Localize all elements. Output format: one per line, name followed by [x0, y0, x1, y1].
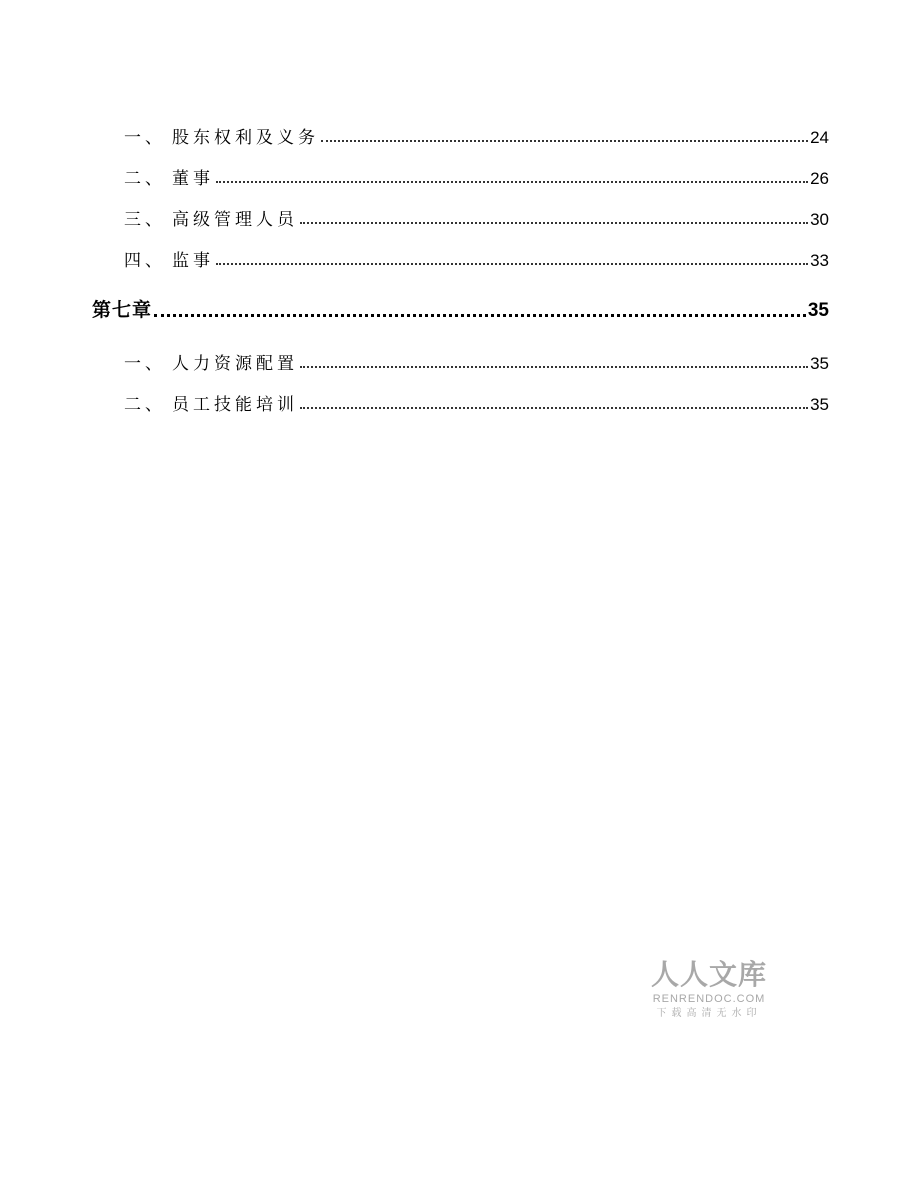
toc-entry-page: 35 — [807, 300, 829, 321]
toc-entry-staff-training[interactable] — [124, 385, 829, 415]
toc-entry-title: 监事 — [172, 251, 214, 271]
toc-chapter-title: 第七章 — [92, 299, 153, 321]
dot-leader — [216, 181, 808, 183]
dot-leader — [300, 222, 808, 224]
toc-entry-page: 35 — [810, 395, 829, 414]
watermark-slogan: 下载高清无水印 — [656, 1008, 762, 1019]
toc-entry-title: 高级管理人员 — [172, 210, 298, 230]
toc-entry-page: 26 — [810, 169, 829, 188]
toc-entry-supervisors[interactable] — [124, 241, 829, 271]
toc-entry-title: 董事 — [172, 169, 214, 189]
toc-entry-number: 三、 — [124, 210, 166, 230]
toc-entry-page: 30 — [810, 210, 829, 229]
toc-entry-shareholder-rights[interactable] — [124, 118, 829, 148]
toc-entry-page: 33 — [810, 251, 829, 270]
watermark-domain: RENRENDOC.COM — [652, 993, 766, 1005]
dot-leader — [321, 140, 808, 142]
toc-entry-hr-allocation[interactable] — [124, 344, 829, 374]
dot-leader — [154, 314, 806, 317]
dot-leader — [216, 263, 808, 265]
watermark-logo — [640, 958, 778, 1022]
watermark-brand: 人人文库 — [650, 958, 767, 991]
toc-entry-senior-management[interactable] — [124, 200, 829, 230]
toc-entry-directors[interactable] — [124, 159, 829, 189]
toc-entry-title: 人力资源配置 — [172, 354, 298, 374]
toc-entry-page: 35 — [810, 354, 829, 373]
toc-chapter-seven[interactable] — [92, 292, 829, 322]
toc-entry-number: 一、 — [124, 354, 166, 374]
toc-entry-number: 二、 — [124, 169, 166, 189]
dot-leader — [300, 366, 808, 368]
toc-entry-number: 一、 — [124, 128, 166, 148]
toc-entry-title: 员工技能培训 — [172, 395, 298, 415]
toc-entry-page: 24 — [810, 128, 829, 147]
toc-entry-title: 股东权利及义务 — [172, 128, 319, 148]
dot-leader — [300, 407, 808, 409]
toc-entry-number: 二、 — [124, 395, 166, 415]
toc-entry-number: 四、 — [124, 251, 166, 271]
